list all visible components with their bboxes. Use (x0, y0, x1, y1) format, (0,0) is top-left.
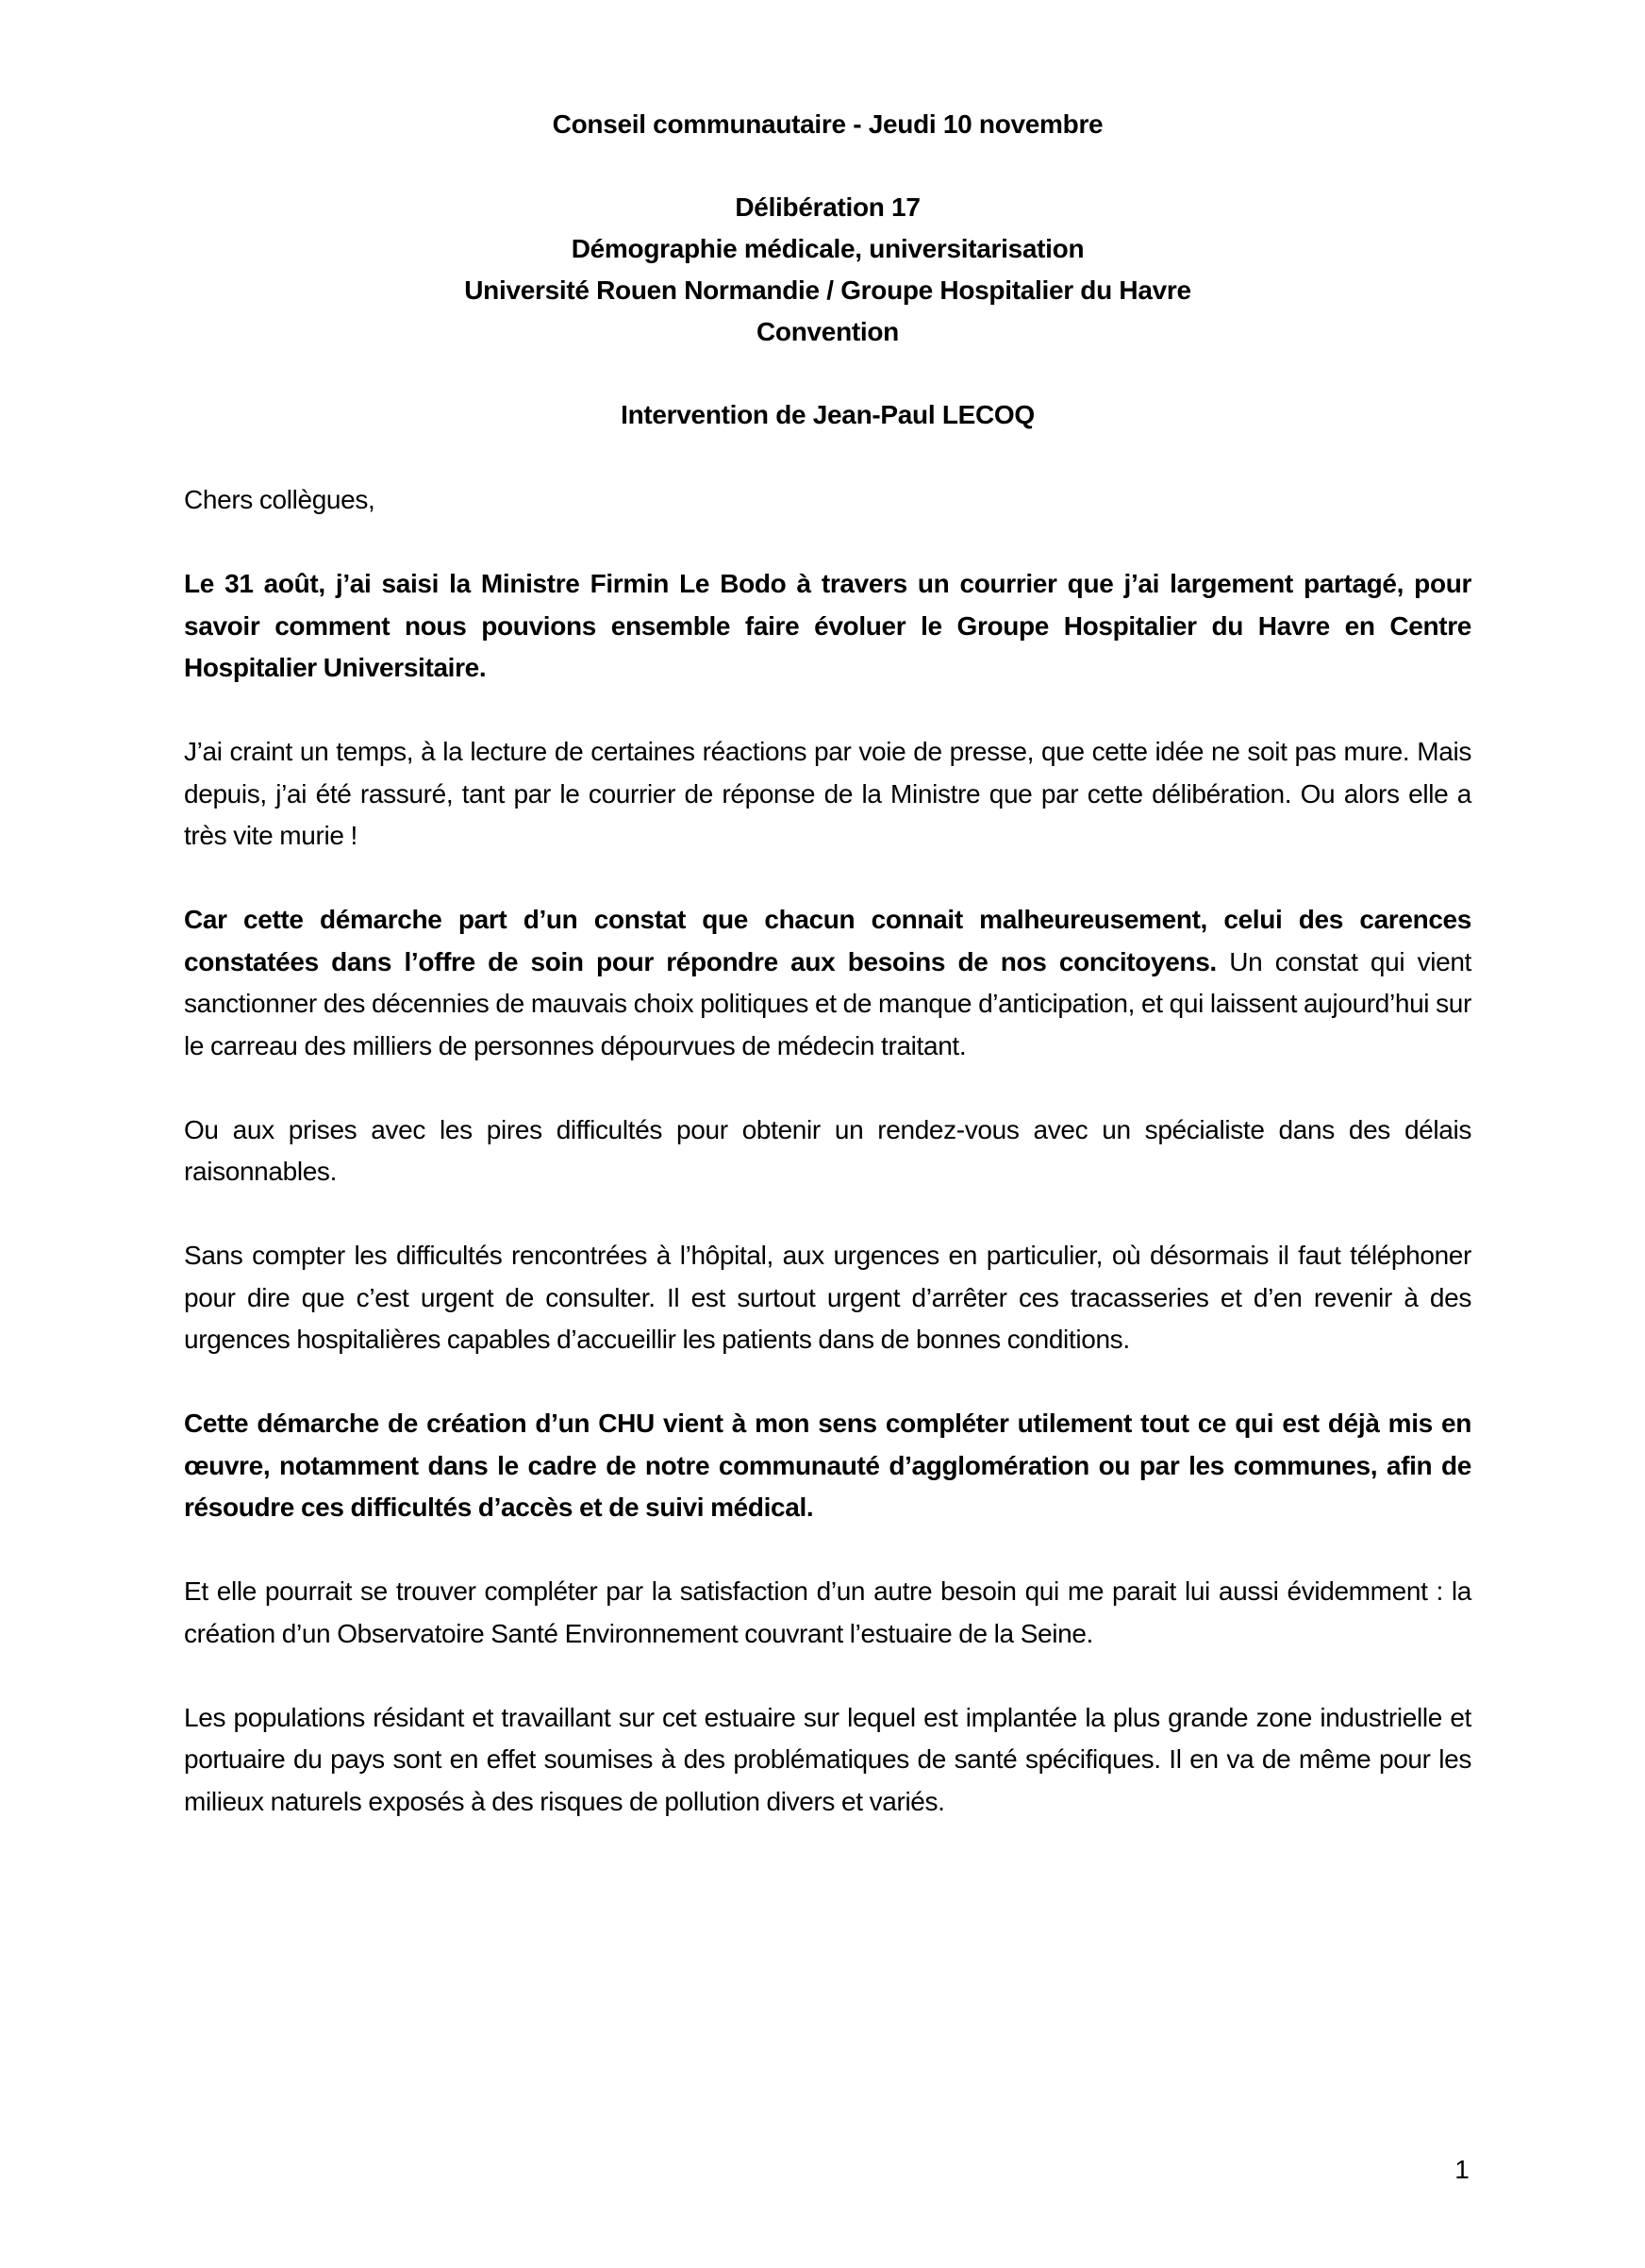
paragraph-4-regular: Ou aux prises avec les pires difficultés pour obtenir un rendez-vous avec un spécialiste dans des délais raisonnables. (184, 1114, 1471, 1186)
paragraph-2 (184, 731, 1471, 858)
paragraph-7-regular: Et elle pourrait se trouver compléter par la satisfaction d’un autre besoin qui me parait lui aussi évidemment : la création d’un Observatoire Santé Environnement couvrant l’estuaire de la Seine. (184, 1576, 1471, 1648)
deliberation-subject: Démographie médicale, universitarisation (571, 234, 1085, 263)
paragraph-6-bold: Cette démarche de création d’un CHU vient à mon sens compléter utilement tout ce qui est déjà mis en œuvre, notamment dans le cadre de notre communauté d’agglomération ou par les communes, afin de résoudre ces difficultés d’accès et de suivi médical. (184, 1409, 1471, 1522)
paragraph-5-regular: Sans compter les difficultés rencontrées à l’hôpital, aux urgences en particulier, où désormais il faut téléphoner pour dire que c’est urgent de consulter. Il est surtout urgent d’arrêter ces tracasseries et d’en revenir à des urgences hospitalières capables d’accueillir les patients dans de bonnes conditions. (184, 1241, 1471, 1354)
paragraph-2-regular: J’ai craint un temps, à la lecture de certaines réactions par voie de presse, que cette idée ne soit pas mure. Mais depuis, j’ai été rassuré, tant par le courrier de réponse de la Ministre que par cette délibération. Ou alors elle a très vite murie ! (184, 737, 1471, 850)
paragraph-7 (184, 1571, 1471, 1655)
document-body (184, 479, 1471, 1865)
paragraph-3-regular: Un constat qui vient sanctionner des décennies de mauvais choix politiques et de manque d’anticipation, et qui laissent aujourd’hui sur le carreau des milliers de personnes dépourvues de médecin traitant. (184, 946, 1471, 1060)
paragraph-8-regular: Les populations résidant et travaillant sur cet estuaire sur lequel est implantée la plus grande zone industrielle et portuaire du pays sont en effet soumises à des problématiques de santé spécifiques. Il en va de même pour les milieux naturels exposés à des risques de pollution divers et variés. (184, 1702, 1471, 1816)
salutation: Chers collègues, (184, 485, 375, 514)
paragraph-6 (184, 1403, 1471, 1529)
speaker-name: Intervention de Jean-Paul LECOQ (621, 400, 1035, 429)
paragraph-3-bold: Car cette démarche part d’un constat que chacun connait malheureusement, celui des carences constatées dans l’offre de soin pour répondre aux besoins de nos concitoyens. (184, 905, 1471, 976)
deliberation-type: Convention (756, 317, 899, 346)
deliberation-heading (184, 187, 1471, 353)
paragraph-3 (184, 899, 1471, 1067)
paragraph-1 (184, 563, 1471, 690)
page-number: 1 (1454, 2155, 1470, 2184)
document-header-title (184, 104, 1471, 145)
paragraph-1-bold: Le 31 août, j’ai saisi la Ministre Firmin Le Bodo à travers un courrier que j’ai largement partagé, pour savoir comment nous pouvions ensemble faire évoluer le Groupe Hospitalier du Havre en Centre Hospitalier Universitaire. (184, 569, 1471, 682)
paragraph-4 (184, 1109, 1471, 1193)
deliberation-number: Délibération 17 (735, 192, 921, 222)
deliberation-parties: Université Rouen Normandie / Groupe Hospitalier du Havre (464, 275, 1191, 305)
meeting-title: Conseil communautaire - Jeudi 10 novembre (552, 109, 1104, 139)
paragraph-8 (184, 1697, 1471, 1824)
paragraph-5 (184, 1235, 1471, 1361)
speaker-heading (184, 394, 1471, 436)
